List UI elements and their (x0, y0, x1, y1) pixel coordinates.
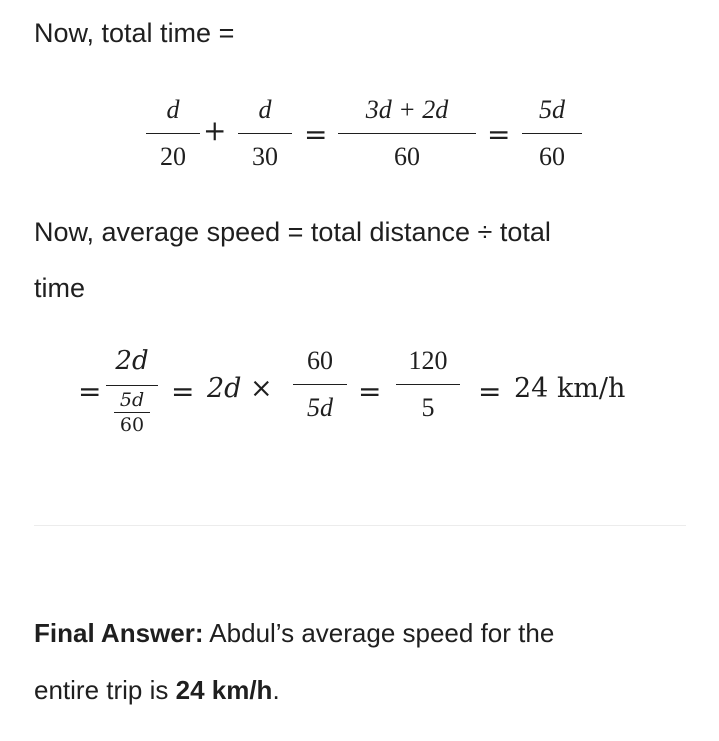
equals-sign: = (171, 375, 195, 408)
intro-average-speed-cont: time (34, 273, 86, 303)
fraction-bar (106, 385, 158, 386)
product-text: 2d × (207, 373, 273, 404)
inner-denominator: 60 (119, 414, 145, 436)
section-divider (34, 525, 686, 526)
inner-numerator: 5d (119, 389, 145, 411)
equals-sign: = (304, 118, 328, 151)
intro-total-time: Now, total time = (34, 18, 235, 48)
fraction-bar (522, 133, 582, 134)
numerator: 2d (115, 346, 149, 376)
final-answer-period: . (272, 675, 280, 705)
final-answer-line1 (34, 618, 554, 649)
final-answer-line2 (34, 675, 280, 706)
inner-fraction-bar (114, 412, 150, 413)
fraction-d-over-20 (146, 93, 200, 174)
numerator: d (166, 95, 180, 124)
final-answer-text: Abdul’s average speed for the (203, 618, 555, 648)
fraction-d-over-30 (238, 93, 292, 174)
equals-sign: = (487, 118, 511, 151)
denominator: 60 (394, 142, 420, 171)
complex-fraction (106, 344, 158, 436)
denominator: 60 (539, 142, 565, 171)
equals-sign: = (478, 375, 502, 408)
numerator: 3d + 2d (365, 95, 449, 124)
fraction-bar (238, 133, 292, 134)
denominator: 5d (307, 393, 333, 422)
fraction-3d-plus-2d-over-60 (338, 93, 476, 174)
inner-fraction (114, 389, 150, 436)
denominator: 5 (421, 393, 435, 422)
denominator: 20 (160, 142, 186, 171)
fraction-bar (338, 133, 476, 134)
equals-sign: = (358, 375, 382, 408)
product-2d-times (207, 373, 273, 404)
numerator: d (258, 95, 272, 124)
fraction-60-over-5d (293, 344, 347, 425)
fraction-bar (293, 384, 347, 385)
fraction-bar (396, 384, 460, 385)
final-answer-label: Final Answer: (34, 618, 204, 648)
numerator: 120 (408, 346, 448, 375)
numerator: 5d (539, 95, 565, 124)
plus-sign: + (203, 114, 227, 147)
final-answer-text-start: entire trip is (34, 675, 176, 705)
intro-average-speed: Now, average speed = total distance ÷ total (34, 217, 551, 247)
denominator: 30 (252, 142, 278, 171)
fraction-bar (146, 133, 200, 134)
fraction-120-over-5 (396, 344, 460, 425)
fraction-5d-over-60 (522, 93, 582, 174)
result-speed: 24 km/h (514, 373, 626, 404)
final-answer-value: 24 km/h (175, 675, 273, 705)
equals-sign: = (78, 375, 102, 408)
numerator: 60 (307, 346, 333, 375)
